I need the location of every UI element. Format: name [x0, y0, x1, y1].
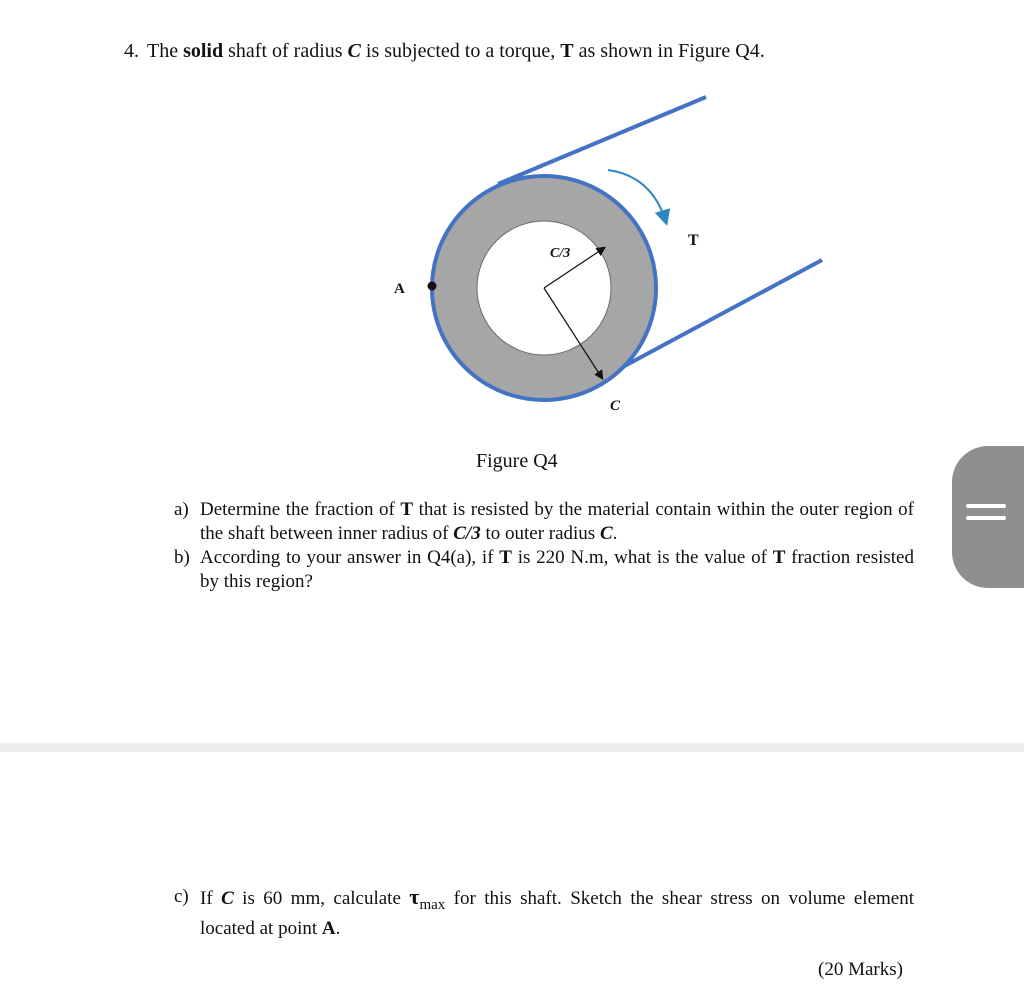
- handle-grip-line: [966, 516, 1006, 520]
- drag-handle-icon[interactable]: [952, 446, 1024, 588]
- tau-symbol: τ: [409, 884, 420, 909]
- text-run: According to your answer in Q4(a), if: [200, 547, 500, 568]
- page-divider: [0, 743, 1024, 752]
- part-c-text: [200, 885, 914, 941]
- marks-label: (20 Marks): [818, 959, 903, 980]
- handle-grip-line: [966, 504, 1006, 508]
- part-b-text: [200, 546, 914, 594]
- text-run: that is resisted by the material contain within the outer region of the shaft between inner radius of: [200, 499, 914, 544]
- shaft-diagram: [380, 88, 840, 428]
- text-run: is 60 mm, calculate: [233, 888, 410, 909]
- point-a-marker: [428, 282, 437, 291]
- question-text: shaft of radius: [223, 40, 348, 62]
- radius-symbol: C: [599, 523, 613, 544]
- shaft-top-edge: [498, 97, 706, 184]
- figure-q4: [380, 88, 840, 428]
- part-letter: a): [174, 499, 189, 520]
- inner-radius-label: C/3: [550, 246, 571, 261]
- question-text: is subjected to a torque,: [360, 40, 561, 62]
- tau-subscript: max: [419, 896, 446, 913]
- torque-label: T: [688, 232, 699, 249]
- outer-radius-label: C: [610, 398, 621, 414]
- text-run: Determine the fraction of: [200, 499, 401, 520]
- question-statement: [124, 40, 765, 63]
- torque-symbol: T: [560, 40, 574, 62]
- part-letter: b): [174, 547, 190, 568]
- inner-radius-symbol: C/3: [453, 523, 481, 544]
- question-number: 4.: [124, 40, 139, 62]
- question-text: The: [147, 40, 184, 62]
- part-b: [174, 546, 914, 594]
- part-a: [174, 498, 914, 546]
- page-2: [0, 752, 1024, 992]
- part-letter: c): [174, 886, 189, 907]
- text-run: .: [612, 523, 618, 544]
- torque-symbol: T: [400, 499, 414, 520]
- text-run: for this shaft. Sketch the shear stress on volume element located at point: [200, 888, 915, 939]
- figure-caption: Figure Q4: [476, 450, 558, 472]
- question-text: as shown in Figure Q4.: [573, 40, 765, 62]
- text-run: If: [200, 888, 222, 909]
- point-a-label: A: [394, 281, 405, 297]
- text-run: to outer radius: [480, 523, 600, 544]
- radius-symbol: C: [221, 888, 234, 909]
- question-emphasis: solid: [183, 40, 224, 62]
- point-a-symbol: A: [321, 917, 336, 939]
- text-run: is 220 N.m, what is the value of: [511, 547, 773, 568]
- torque-symbol: T: [499, 547, 512, 568]
- part-c: [174, 885, 914, 941]
- torque-symbol: T: [772, 547, 786, 568]
- radius-symbol: C: [347, 40, 361, 62]
- text-run: .: [335, 917, 341, 939]
- part-a-text: [200, 498, 914, 546]
- text-run: fraction resisted by this region?: [200, 547, 914, 592]
